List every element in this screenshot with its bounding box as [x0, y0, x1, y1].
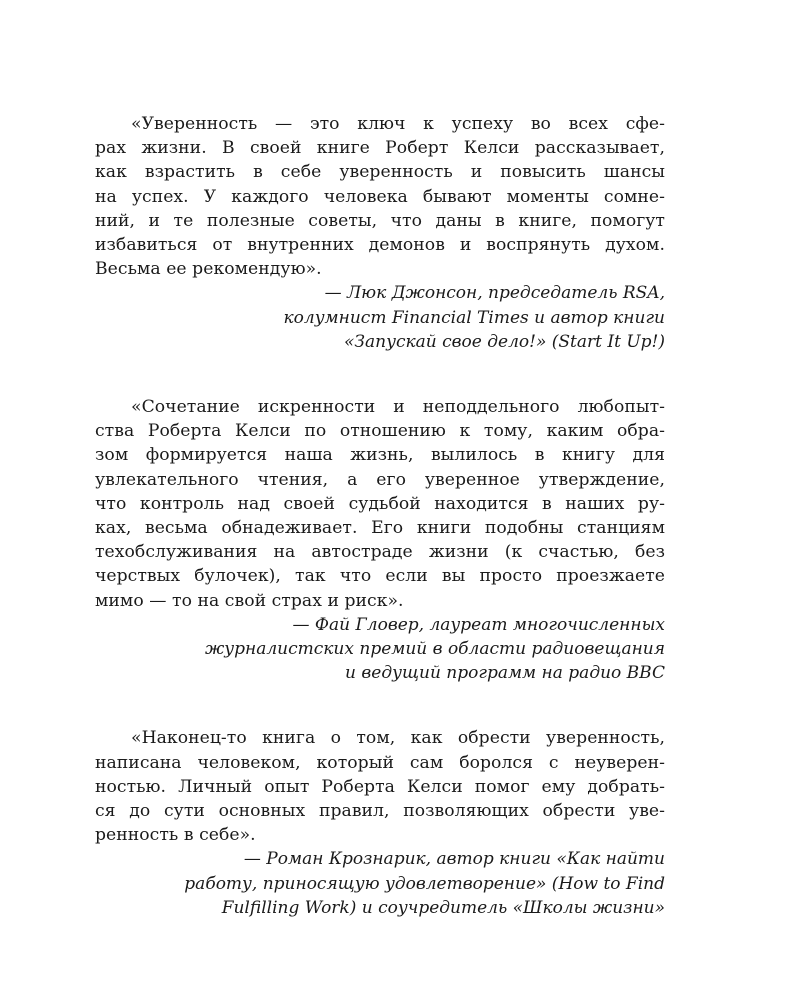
- blurb-attribution: [95, 281, 665, 354]
- quote-line: «Уверенность — это ключ к успеху во всех сфе-: [131, 114, 665, 134]
- attribution-line: «Запускай свое дело!» (Start It Up!): [344, 331, 665, 352]
- attribution-line: работу, приносящую удовлетворение» (How to Find: [184, 873, 665, 894]
- quote-line: рах жизни. В своей книге Роберт Келси рассказывает,: [95, 138, 665, 159]
- blurb-3: [95, 726, 665, 920]
- blurb-1: [95, 112, 665, 354]
- attribution-line: Fulfilling Work) и соучредитель «Школы жизни»: [221, 897, 665, 918]
- attribution-line: журналистских премий в области радиовещания: [204, 639, 665, 660]
- quote-line: «Сочетание искренности и неподдельного любопыт-: [131, 397, 665, 418]
- quote-line: зом формируется наша жизнь, вылилось в книгу для: [95, 445, 665, 466]
- quote-line: что контроль над своей судьбой находится в наших ру-: [95, 493, 665, 514]
- attribution-line: — Люк Джонсон, председатель RSA,: [324, 283, 665, 304]
- praise-page: [95, 112, 665, 920]
- blurb-attribution: [95, 847, 665, 920]
- blurb-quote: [95, 395, 665, 613]
- quote-line: как взрастить в себе уверенность и повысить шансы: [95, 162, 665, 183]
- quote-line: черствых булочек), так что если вы просто проезжаете: [95, 566, 665, 587]
- blurb-2: [95, 395, 665, 685]
- blurb-quote: [95, 726, 665, 847]
- quote-line: Весьма ее рекомендую».: [95, 259, 322, 280]
- quote-line: ся до сути основных правил, позволяющих обрести уве-: [95, 801, 665, 822]
- quote-line: ностью. Личный опыт Роберта Келси помог ему добрать-: [95, 776, 665, 797]
- quote-line: «Наконец-то книга о том, как обрести уверенность,: [131, 728, 665, 749]
- quote-line: увлекательного чтения, а его уверенное утверждение,: [95, 469, 665, 490]
- quote-line: техобслуживания на автостраде жизни (к счастью, без: [95, 542, 665, 563]
- quote-line: ренность в себе».: [95, 825, 256, 846]
- blurb-quote: [95, 112, 665, 281]
- quote-line: на успех. У каждого человека бывают моменты сомне-: [95, 186, 665, 207]
- attribution-line: — Роман Крознарик, автор книги «Как найти: [243, 849, 665, 870]
- quote-line: мимо — то на свой страх и риск».: [95, 590, 404, 611]
- quote-line: ства Роберта Келси по отношению к тому, каким обра-: [95, 421, 665, 442]
- blurb-attribution: [95, 613, 665, 686]
- quote-line: ний, и те полезные советы, что даны в книге, помогут: [95, 210, 665, 231]
- attribution-line: колумнист Financial Times и автор книги: [283, 307, 665, 328]
- quote-line: написана человеком, который сам боролся с неуверен-: [95, 752, 665, 773]
- attribution-line: и ведущий программ на радио BBC: [345, 663, 665, 684]
- quote-line: избавиться от внутренних демонов и воспрянуть духом.: [95, 235, 665, 256]
- quote-line: ках, весьма обнадеживает. Его книги подобны станциям: [95, 518, 665, 539]
- attribution-line: — Фай Гловер, лауреат многочисленных: [292, 614, 665, 635]
